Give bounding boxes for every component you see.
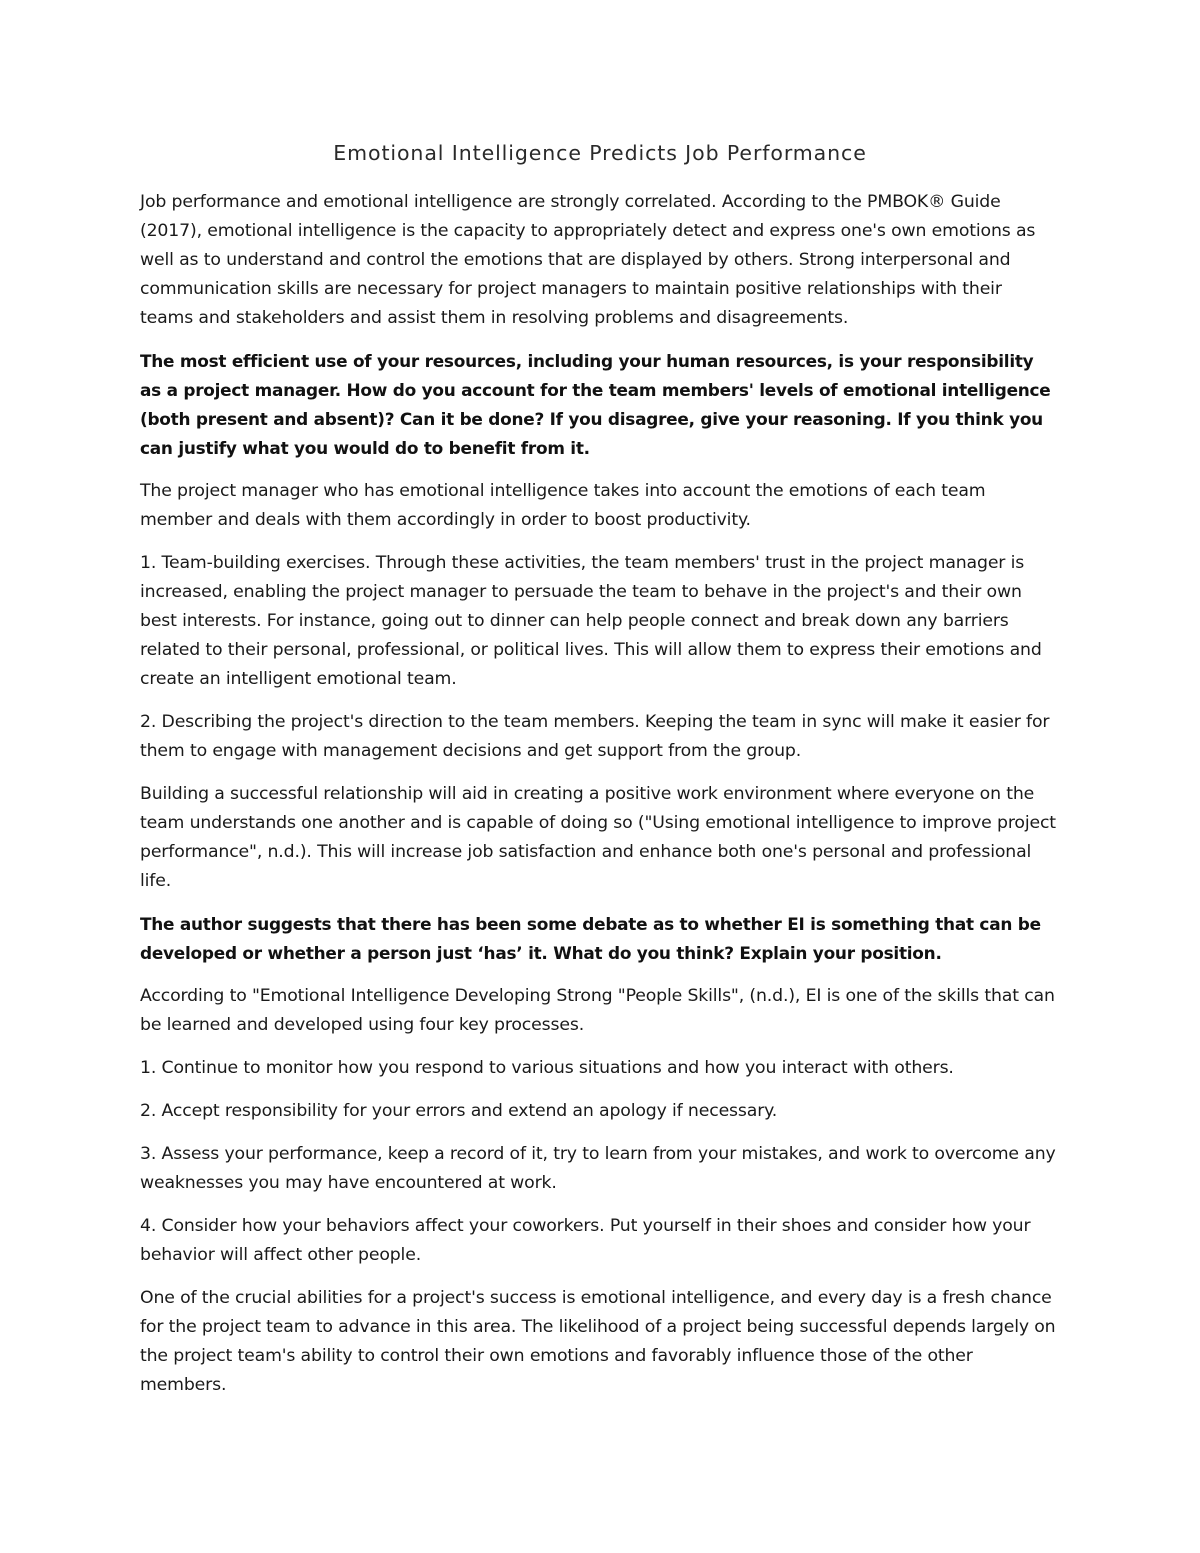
paragraph-process-2: 2. Accept responsibility for your errors and extend an apology if necessary. bbox=[140, 1101, 778, 1121]
paragraph-relationship: Building a successful relationship will aid in creating a positive work environment where everyone on the team understands one another and is capable of doing so ("Using emotional intelligence to improve project performance", n.d.). This will increase job satisfaction and enhance both one's personal and professional life. bbox=[140, 784, 1056, 891]
document-body bbox=[140, 138, 1060, 1414]
paragraph-conclusion: One of the crucial abilities for a project's success is emotional intelligence, and every day is a fresh chance for the project team to advance in this area. The likelihood of a project being successful depends largely on the project team's ability to control their own emotions and favorably influence those of the other members. bbox=[140, 1288, 1056, 1395]
paragraph-answer-intro: The project manager who has emotional intelligence takes into account the emotions of each team member and deals with them accordingly in order to boost productivity. bbox=[140, 481, 986, 530]
paragraph-process-3: 3. Assess your performance, keep a record of it, try to learn from your mistakes, and work to overcome any weaknesses you may have encountered at work. bbox=[140, 1144, 1056, 1193]
question-ei-debate: The author suggests that there has been some debate as to whether EI is something that can be developed or whether a person just ‘has’ it. What do you think? Explain your position. bbox=[140, 914, 1041, 963]
paragraph-process-1: 1. Continue to monitor how you respond to various situations and how you interact with others. bbox=[140, 1058, 954, 1078]
paragraph-process-4: 4. Consider how your behaviors affect your coworkers. Put yourself in their shoes and consider how your behavior will affect other people. bbox=[140, 1216, 1031, 1265]
paragraph-point-direction: 2. Describing the project's direction to the team members. Keeping the team in sync will make it easier for them to engage with management decisions and get support from the group. bbox=[140, 712, 1050, 761]
paragraph-point-team-building: 1. Team-building exercises. Through these activities, the team members' trust in the project manager is increased, enabling the project manager to persuade the team to behave in the project's and their own best interests. For instance, going out to dinner can help people connect and break down any barriers related to their personal, professional, or political lives. This will allow them to express their emotions and create an intelligent emotional team. bbox=[140, 553, 1042, 689]
paragraph-intro: Job performance and emotional intelligence are strongly correlated. According to the PMBOK® Guide (2017), emotional intelligence is the capacity to appropriately detect and express one's own emotions as well as to understand and control the emotions that are displayed by others. Strong interpersonal and communication skills are necessary for project managers to maintain positive relationships with their teams and stakeholders and assist them in resolving problems and disagreements. bbox=[140, 192, 1036, 328]
document-title: Emotional Intelligence Predicts Job Performance bbox=[333, 141, 867, 165]
paragraph-four-processes: According to "Emotional Intelligence Developing Strong "People Skills", (n.d.), EI is one of the skills that can be learned and developed using four key processes. bbox=[140, 986, 1055, 1035]
question-resources: The most efficient use of your resources, including your human resources, is your responsibility as a project manager. How do you account for the team members' levels of emotional intelligence (both present and absent)? Can it be done? If you disagree, give your reasoning. If you think you can justify what you would do to benefit from it. bbox=[140, 351, 1051, 458]
